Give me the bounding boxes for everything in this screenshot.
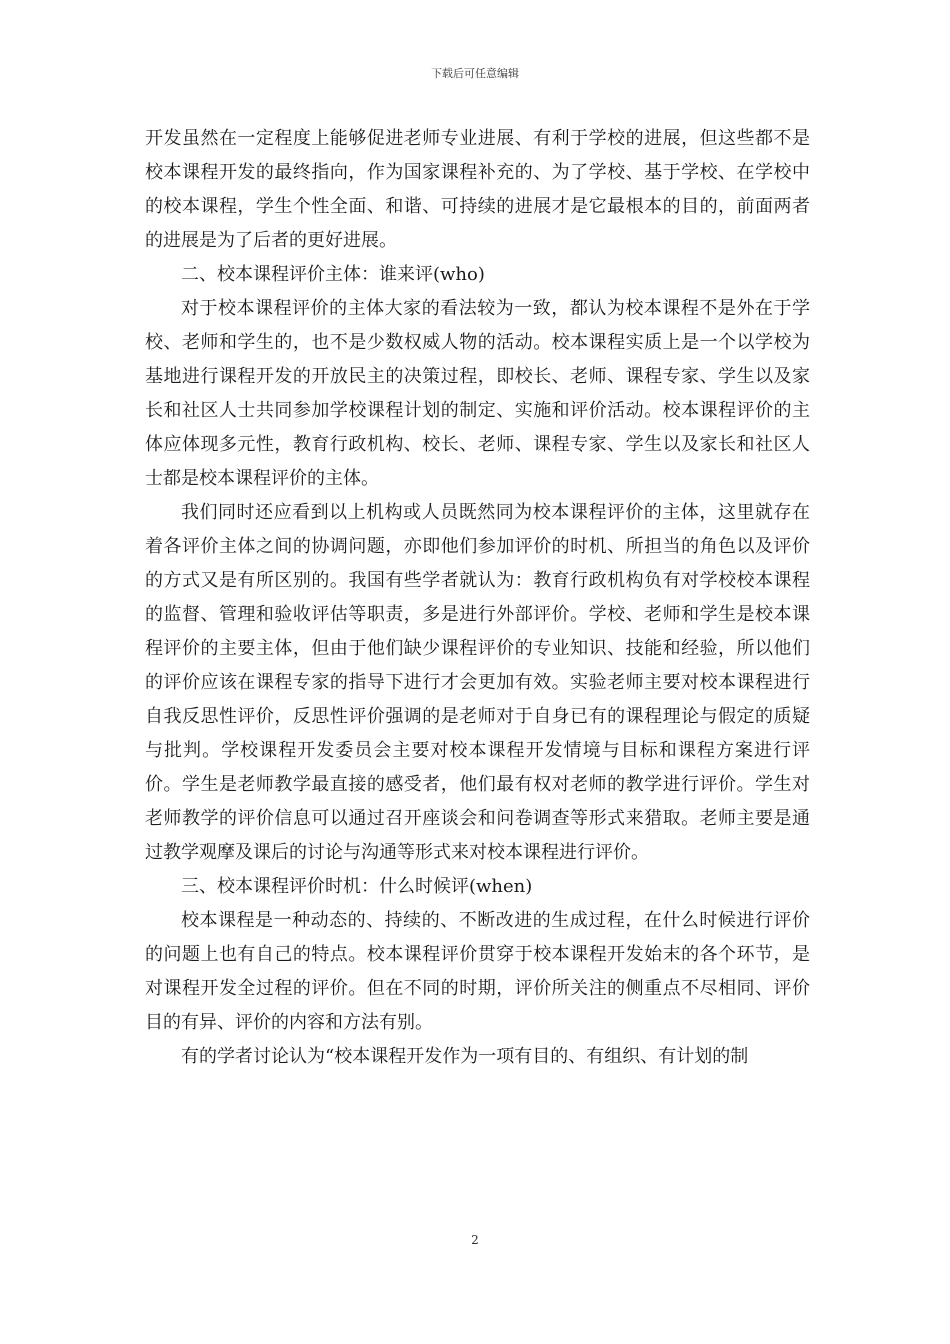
- page-header: 下载后可任意编辑: [431, 67, 519, 80]
- paragraph-7: 有的学者讨论认为“校本课程开发作为一项有目的、有组织、有计划的制: [181, 1046, 749, 1067]
- paragraph-4: 我们同时还应看到以上机构或人员既然同为校本课程评价的主体，这里就存在着各评价主体之间的协调问题，亦即他们参加评价的时机、所担当的角色以及评价的方式又是有所区别的。我国有些学者就认为：教育行政机构负有对学校校本课程的监督、管理和验收评估等职责，多是进行外部评价。学校、老师和学生是校本课程评价的主要主体，但由于他们缺少课程评价的专业知识、技能和经验，所以他们的评价应该在课程专家的指导下进行才会更加有效。实验老师主要对校本课程进行自我反思性评价，反思性评价强调的是老师对于自身已有的课程理论与假定的质疑与批判。学校课程开发委员会主要对校本课程开发情境与目标和课程方案进行评价。学生是老师教学最直接的感受者，他们最有权对老师的教学进行评价。学生对老师教学的评价信息可以通过召开座谈会和问卷调查等形式来猎取。老师主要是通过教学观摩及课后的讨论与沟通等形式来对校本课程进行评价。: [145, 502, 810, 863]
- document-body: [145, 122, 810, 1074]
- paragraph-3: 对于校本课程评价的主体大家的看法较为一致，都认为校本课程不是外在于学校、老师和学生的，也不是少数权威人物的活动。校本课程实质上是一个以学校为基地进行课程开发的开放民主的决策过程，即校长、老师、课程专家、学生以及家长和社区人士共同参加学校课程计划的制定、实施和评价活动。校本课程评价的主体应体现多元性，教育行政机构、校长、老师、课程专家、学生以及家长和社区人士都是校本课程评价的主体。: [145, 298, 810, 489]
- section-heading-evaluation-subject: 二、校本课程评价主体：谁来评(who): [181, 264, 485, 285]
- page-number: 2: [471, 1233, 479, 1247]
- paragraph-1: 开发虽然在一定程度上能够促进老师专业进展、有利于学校的进展，但这些都不是校本课程开发的最终指向，作为国家课程补充的、为了学校、基于学校、在学校中的校本课程，学生个性全面、和谐、可持续的进展才是它最根本的目的，前面两者的进展是为了后者的更好进展。: [145, 128, 810, 251]
- paragraph-6: 校本课程是一种动态的、持续的、不断改进的生成过程，在什么时候进行评价的问题上也有自己的特点。校本课程评价贯穿于校本课程开发始末的各个环节，是对课程开发全过程的评价。但在不同的时期，评价所关注的侧重点不尽相同、评价目的有异、评价的内容和方法有别。: [145, 910, 810, 1033]
- section-heading-evaluation-timing: 三、校本课程评价时机：什么时候评(when): [181, 876, 533, 897]
